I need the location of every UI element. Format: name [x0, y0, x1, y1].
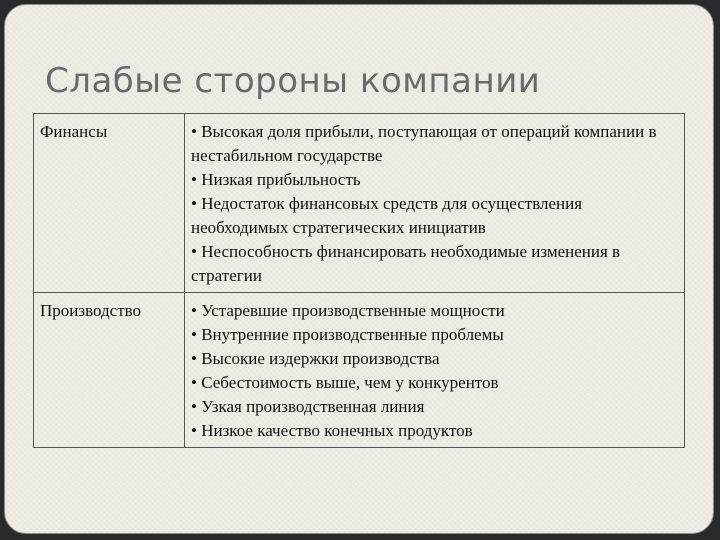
row-label-production: Производство [34, 293, 185, 448]
slide-title: Слабые стороны компании [45, 61, 541, 101]
list-item: • Узкая производственная линия [191, 397, 425, 416]
list-item: • Высокая доля прибыли, поступающая от операций компании в нестабильном государстве [191, 122, 657, 165]
list-item: • Себестоимость выше, чем у конкурентов [191, 373, 499, 392]
list-item: • Внутренние производственные проблемы [191, 325, 504, 344]
list-item: • Устаревшие производственные мощности [191, 301, 505, 320]
list-item: • Недостаток финансовых средств для осуществления необходимых стратегических инициатив [191, 194, 583, 237]
list-item: • Неспособность финансировать необходимые изменения в стратегии [191, 242, 621, 285]
table-row-finance [34, 114, 685, 293]
slide [4, 4, 714, 534]
row-content-finance [185, 114, 685, 293]
table-row-production [34, 293, 685, 448]
weaknesses-table [33, 113, 685, 448]
row-content-production [185, 293, 685, 448]
list-item: • Высокие издержки производства [191, 349, 440, 368]
list-item: • Низкая прибыльность [191, 170, 361, 189]
row-label-finance: Финансы [34, 114, 185, 293]
list-item: • Низкое качество конечных продуктов [191, 421, 473, 440]
